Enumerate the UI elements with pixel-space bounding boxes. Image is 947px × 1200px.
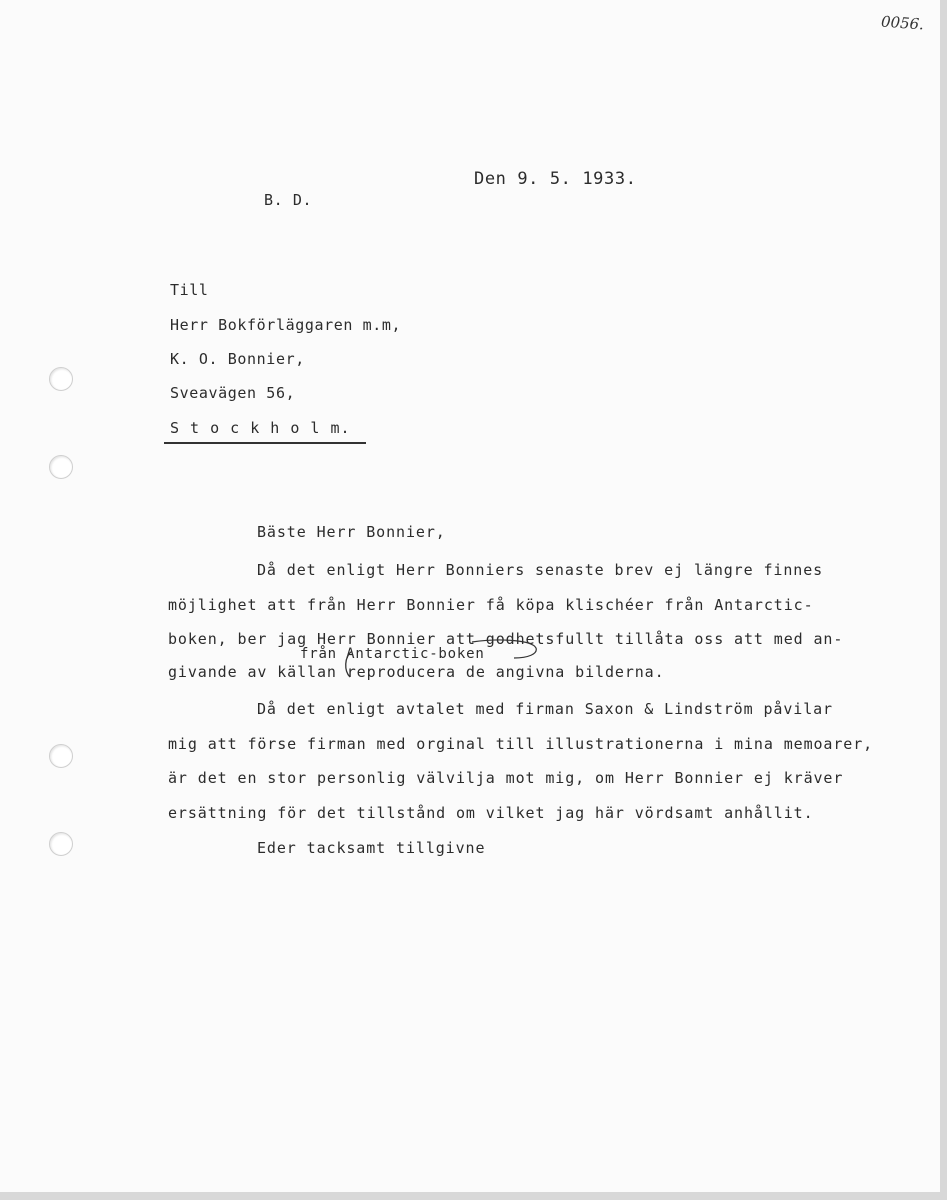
recipient-to: Till — [170, 281, 209, 299]
punch-hole-2 — [49, 455, 73, 479]
punch-hole-1 — [49, 367, 73, 391]
paragraph-2-line-1: Då det enligt avtalet med firman Saxon & Lindström påvilar — [257, 700, 833, 718]
recipient-city: S t o c k h o l m. — [170, 419, 351, 437]
closing: Eder tacksamt tillgivne — [257, 839, 486, 857]
insertion-mark — [342, 649, 354, 679]
handwritten-insertion: från Antarctic-boken — [300, 646, 485, 662]
sender-initials: B. D. — [264, 191, 313, 209]
paragraph-2-line-4: ersättning för det tillstånd om vilket jag här vördsamt anhållit. — [168, 804, 814, 822]
letter-date: Den 9. 5. 1933. — [474, 169, 637, 189]
insertion-bracket — [470, 638, 540, 660]
recipient-name: K. O. Bonnier, — [170, 350, 305, 368]
paragraph-1-line-3: boken, ber jag Herr Bonnier att godhetsfullt tillåta oss att med an- — [168, 630, 844, 648]
paragraph-1-line-1: Då det enligt Herr Bonniers senaste brev ej längre finnes — [257, 561, 824, 579]
paragraph-1-line-4: givande av källan reproducera de angivna bilderna. — [168, 663, 665, 681]
recipient-title: Herr Bokförläggaren m.m, — [170, 316, 402, 334]
punch-hole-4 — [49, 832, 73, 856]
city-underline — [164, 442, 366, 444]
paragraph-1-line-2: möjlighet att från Herr Bonnier få köpa klischéer från Antarctic- — [168, 596, 814, 614]
punch-hole-3 — [49, 744, 73, 768]
recipient-street: Sveavägen 56, — [170, 384, 296, 402]
paragraph-2-line-3: är det en stor personlig välvilja mot mig, om Herr Bonnier ej kräver — [168, 769, 844, 787]
salutation: Bäste Herr Bonnier, — [257, 523, 446, 541]
paragraph-2-line-2: mig att förse firman med orginal till illustrationerna i mina memoarer, — [168, 735, 874, 753]
archive-reference: 0056. — [880, 12, 925, 34]
